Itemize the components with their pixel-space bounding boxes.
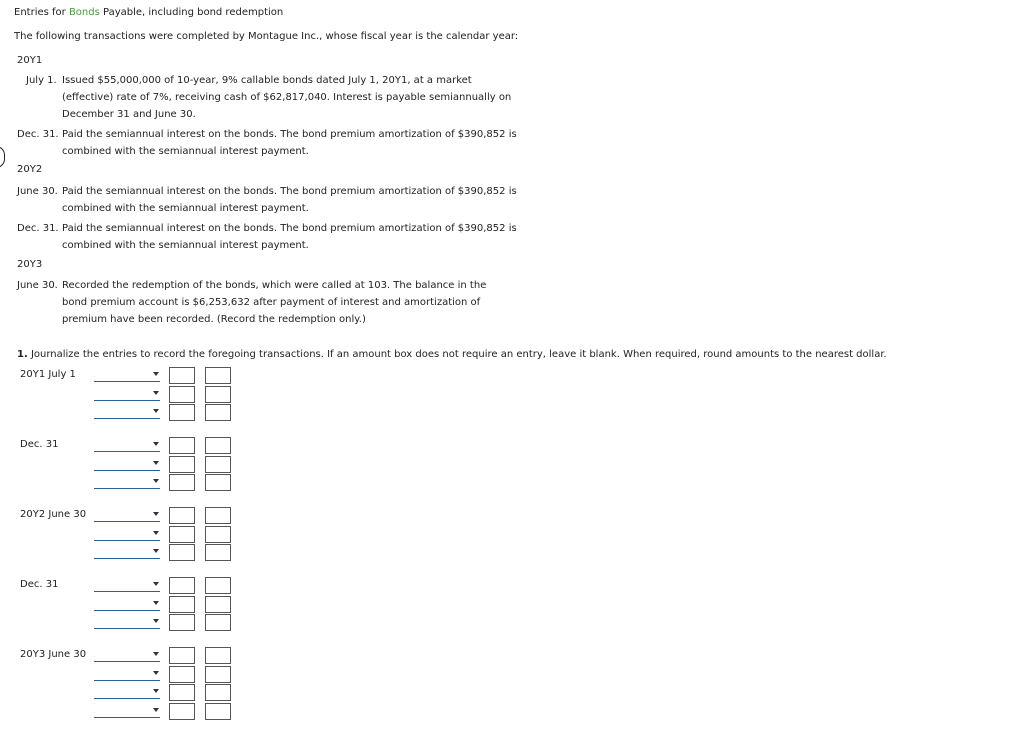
dropdown-arrow-icon <box>153 708 159 712</box>
bonds-link[interactable]: Bonds <box>68 7 100 18</box>
year-label: 20Y2 <box>17 164 43 175</box>
transaction-text: Recorded the redemption of the bonds, which were called at 103. The balance in the bond premium account is $6,253,632 after payment of interest and amortization of premium have been recorded. (Record the redemption only.) <box>62 280 487 325</box>
collapse-handle-icon[interactable] <box>0 146 5 168</box>
credit-amount-input[interactable] <box>205 544 231 561</box>
dropdown-arrow-icon <box>153 372 159 376</box>
transaction-date: Dec. 31. <box>17 129 59 140</box>
transaction-text: Paid the semiannual interest on the bonds. The bond premium amortization of $390,852 is combined with the semiannual interest payment. <box>62 129 517 157</box>
account-select[interactable] <box>94 528 160 541</box>
account-select[interactable] <box>94 476 160 489</box>
page-title: Entries for Bonds Payable, including bond redemption <box>14 7 284 18</box>
dropdown-arrow-icon <box>153 531 159 535</box>
credit-amount-input[interactable] <box>205 456 231 473</box>
account-select[interactable] <box>94 686 160 699</box>
instruction-text: Journalize the entries to record the foregoing transactions. If an amount box does not require an entry, leave it blank. When required, round amounts to the nearest dollar. <box>27 349 887 360</box>
dropdown-arrow-icon <box>153 442 159 446</box>
account-select[interactable] <box>94 509 160 522</box>
year-label: 20Y1 <box>17 55 43 66</box>
intro-text: The following transactions were completed by Montague Inc., whose fiscal year is the calendar year: <box>14 31 519 42</box>
debit-amount-input[interactable] <box>169 437 195 454</box>
debit-amount-input[interactable] <box>169 577 195 594</box>
debit-amount-input[interactable] <box>169 684 195 701</box>
debit-amount-input[interactable] <box>169 526 195 543</box>
credit-amount-input[interactable] <box>205 474 231 491</box>
debit-amount-input[interactable] <box>169 544 195 561</box>
credit-amount-input[interactable] <box>205 684 231 701</box>
account-select[interactable] <box>94 649 160 662</box>
transaction-date: July 1. <box>26 75 57 86</box>
debit-amount-input[interactable] <box>169 404 195 421</box>
debit-amount-input[interactable] <box>169 614 195 631</box>
dropdown-arrow-icon <box>153 652 159 656</box>
account-select[interactable] <box>94 439 160 452</box>
debit-amount-input[interactable] <box>169 474 195 491</box>
dropdown-arrow-icon <box>153 391 159 395</box>
transaction-date: June 30. <box>17 186 58 197</box>
credit-amount-input[interactable] <box>205 526 231 543</box>
account-select[interactable] <box>94 616 160 629</box>
account-select[interactable] <box>94 458 160 471</box>
debit-amount-input[interactable] <box>169 666 195 683</box>
credit-amount-input[interactable] <box>205 386 231 403</box>
debit-amount-input[interactable] <box>169 367 195 384</box>
credit-amount-input[interactable] <box>205 703 231 720</box>
credit-amount-input[interactable] <box>205 577 231 594</box>
transaction-text: Paid the semiannual interest on the bonds. The bond premium amortization of $390,852 is combined with the semiannual interest payment. <box>62 223 517 251</box>
dropdown-arrow-icon <box>153 689 159 693</box>
debit-amount-input[interactable] <box>169 456 195 473</box>
dropdown-arrow-icon <box>153 619 159 623</box>
dropdown-arrow-icon <box>153 582 159 586</box>
dropdown-arrow-icon <box>153 512 159 516</box>
dropdown-arrow-icon <box>153 549 159 553</box>
account-select[interactable] <box>94 546 160 559</box>
dropdown-arrow-icon <box>153 479 159 483</box>
entry-date-label: 20Y3 June 30 <box>20 649 87 660</box>
entry-date-label: 20Y2 June 30 <box>20 509 87 520</box>
credit-amount-input[interactable] <box>205 507 231 524</box>
transaction-text: Paid the semiannual interest on the bonds. The bond premium amortization of $390,852 is combined with the semiannual interest payment. <box>62 186 517 214</box>
account-select[interactable] <box>94 705 160 718</box>
account-select[interactable] <box>94 388 160 401</box>
debit-amount-input[interactable] <box>169 596 195 613</box>
year-label: 20Y3 <box>17 259 43 270</box>
dropdown-arrow-icon <box>153 461 159 465</box>
instruction <box>17 349 887 360</box>
account-select[interactable] <box>94 598 160 611</box>
entry-date-label: 20Y1 July 1 <box>20 369 76 380</box>
credit-amount-input[interactable] <box>205 647 231 664</box>
credit-amount-input[interactable] <box>205 614 231 631</box>
transaction-date: June 30. <box>17 280 58 291</box>
account-select[interactable] <box>94 579 160 592</box>
debit-amount-input[interactable] <box>169 386 195 403</box>
account-select[interactable] <box>94 406 160 419</box>
instruction-number: 1. <box>17 349 28 360</box>
credit-amount-input[interactable] <box>205 596 231 613</box>
dropdown-arrow-icon <box>153 671 159 675</box>
dropdown-arrow-icon <box>153 409 159 413</box>
credit-amount-input[interactable] <box>205 404 231 421</box>
account-select[interactable] <box>94 668 160 681</box>
entry-date-label: Dec. 31 <box>20 439 59 450</box>
debit-amount-input[interactable] <box>169 703 195 720</box>
debit-amount-input[interactable] <box>169 647 195 664</box>
dropdown-arrow-icon <box>153 601 159 605</box>
transaction-text: Issued $55,000,000 of 10-year, 9% callable bonds dated July 1, 20Y1, at a market (effective) rate of 7%, receiving cash of $62,817,040. Interest is payable semiannually on December 31 and June 30. <box>62 75 512 120</box>
entry-date-label: Dec. 31 <box>20 579 59 590</box>
credit-amount-input[interactable] <box>205 666 231 683</box>
credit-amount-input[interactable] <box>205 437 231 454</box>
debit-amount-input[interactable] <box>169 507 195 524</box>
transaction-date: Dec. 31. <box>17 223 59 234</box>
credit-amount-input[interactable] <box>205 367 231 384</box>
account-select[interactable] <box>94 369 160 382</box>
